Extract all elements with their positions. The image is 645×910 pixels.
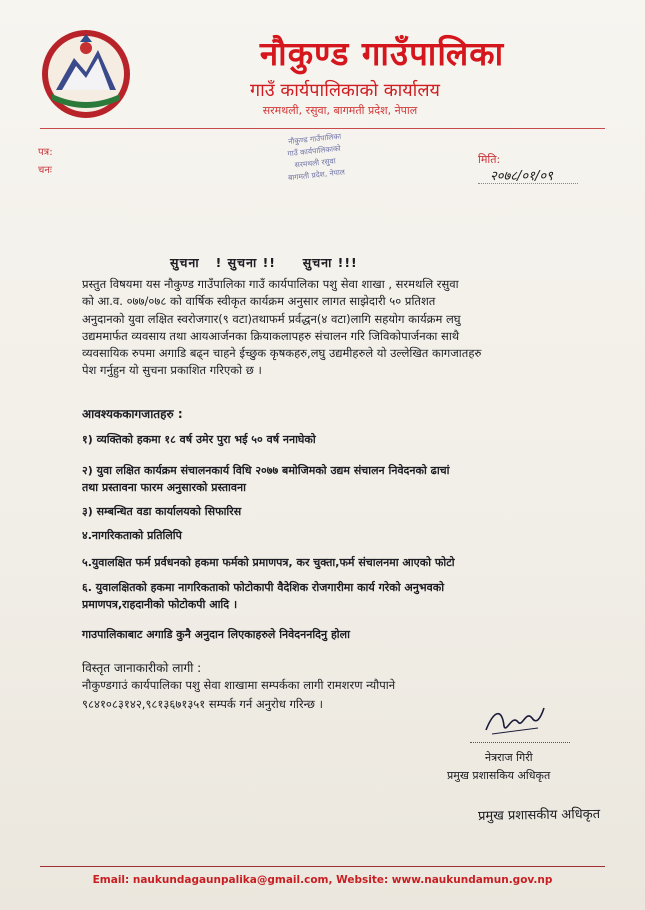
date-label: मिति: — [478, 153, 501, 166]
document-item — [82, 462, 566, 496]
document-item — [82, 579, 566, 613]
document-item — [82, 431, 566, 448]
paragraph-line: प्रस्तुत विषयमा यस नौकुण्ड गाउँपालिका गाउँ कार्यपालिका पशु सेवा शाखा , सरमथलि रसुवा — [82, 277, 459, 291]
document-item-line: ५.युवालक्षित फर्म प्रर्वधनको हकमा फर्मको प्रमाणपत्र, कर चुक्ता,फर्म संचालनमा आएको फोटो — [82, 556, 455, 569]
notice-title: सुचना ! सुचना !! सुचना !!! — [170, 255, 358, 270]
document-item-line: तथा प्रस्तावना फारम अनुसारको प्रस्तावना — [82, 481, 246, 494]
paragraph-line: अनुदानको युवा लक्षित स्वरोजगार(९ वटा)तथाफर्म प्रर्वद्धन(४ वटा)लागि सहयोग कार्यक्रम लघु — [82, 311, 461, 326]
signer-name: नेत्रराज गिरी — [485, 751, 533, 764]
handwritten-signature — [480, 700, 550, 740]
document-item-line: ३) सम्बन्धित वडा कार्यालयको सिफारिस — [82, 505, 242, 518]
office-stamp — [268, 128, 388, 184]
ref-number-label: पत्र: — [38, 147, 53, 158]
date-value: २०७८/०१/०९ — [490, 169, 553, 184]
notice-paragraph — [82, 276, 564, 380]
office-name: गाउँ कार्यपालिकाको कार्यालय — [250, 80, 440, 101]
stamp-line-2: गाउँ कार्यपालिकाको — [287, 143, 342, 159]
signature-line — [470, 742, 570, 743]
document-item-line: २) युवा लक्षित कार्यक्रम संचालनकार्य विधि २०७७ बमोजिमको उद्यम संचालन निवेदनको ढाचां — [82, 464, 450, 477]
date-underline — [478, 183, 578, 184]
document-item-line: प्रमाणपत्र,राहदानीको फोटोकपी आदि । — [82, 598, 238, 611]
closing-note: गाउपालिकाबाट अगाडि कुनै अनुदान लिएकाहरुले निवेदननदिनु होला — [82, 628, 350, 641]
paragraph-line: को आ.व. ०७७/०७८ को वार्षिक स्वीकृत कार्यक्रम अनुसार लागत साझेदारी ५० प्रतिशत — [82, 294, 436, 309]
document-item-line: ६. युवालक्षितको हकमा नागरिकताको फोटोकापी वैदेशिक रोजगारीमा कार्य गरेको अनुभवको — [82, 581, 445, 594]
documents-heading: आवश्यककागजातहरु : — [82, 407, 183, 421]
stamp-line-3: सरमथली रसुवा — [294, 156, 337, 170]
stamp-line-1: नौकुण्ड गाउँपालिका — [287, 131, 342, 147]
dispatch-number-label: चनः — [38, 165, 52, 176]
contact-line: ९८४१०८३१४२,९८१३६७१३५१ सम्पर्क गर्न अनुरोध गरिन्छ । — [82, 697, 323, 711]
designation-stamp: प्रमुख प्रशासकीय अधिकृत — [477, 806, 601, 825]
contact-line: नौकुण्डगाउं कार्यपालिका पशु सेवा शाखामा सम्पर्कका लागी रामशरण न्यौपाने — [82, 678, 396, 692]
contact-heading: विस्तृत जानाकारीको लागी : — [82, 661, 202, 675]
org-name: नौकुण्ड गाउँपालिका — [259, 34, 505, 73]
stamp-line-4: बागमती प्रदेश, नेपाल — [287, 167, 346, 183]
document-item — [82, 503, 566, 520]
document-item-line: ४.नागरिकताको प्रतिलिपि — [82, 529, 182, 542]
document-item — [82, 527, 566, 544]
footer-contact: Email: naukundagaunpalika@gmail.com, Website: www.naukundamun.gov.np — [92, 874, 553, 886]
document-item-line: १) व्यक्तिको हकमा १८ वर्ष उमेर पुरा भई ५० वर्ष ननाघेको — [82, 433, 316, 446]
footer-divider — [40, 866, 605, 867]
emblem-logo — [40, 28, 132, 120]
paragraph-line: पेश गर्नुहुन यो सुचना प्रकाशित गरिएको छ । — [82, 363, 262, 378]
document-item — [82, 554, 566, 571]
signer-title: प्रमुख प्रशासकिय अधिकृत — [447, 769, 551, 782]
paragraph-line: उद्यममार्फत व्यवसाय तथा आयआर्जनका क्रियाकलापहरु संचालन गरि जिविकोपार्जनका साथै — [82, 328, 460, 343]
paragraph-line: व्यवसायिक रुपमा अगाडि बढ्न चाहने ईच्छुक कृषकहरु,लघु उद्यमीहरुले यो उल्लेखित कागजातहरु — [82, 346, 482, 361]
office-address: सरमथली, रसुवा, बागमती प्रदेश, नेपाल — [262, 104, 418, 117]
